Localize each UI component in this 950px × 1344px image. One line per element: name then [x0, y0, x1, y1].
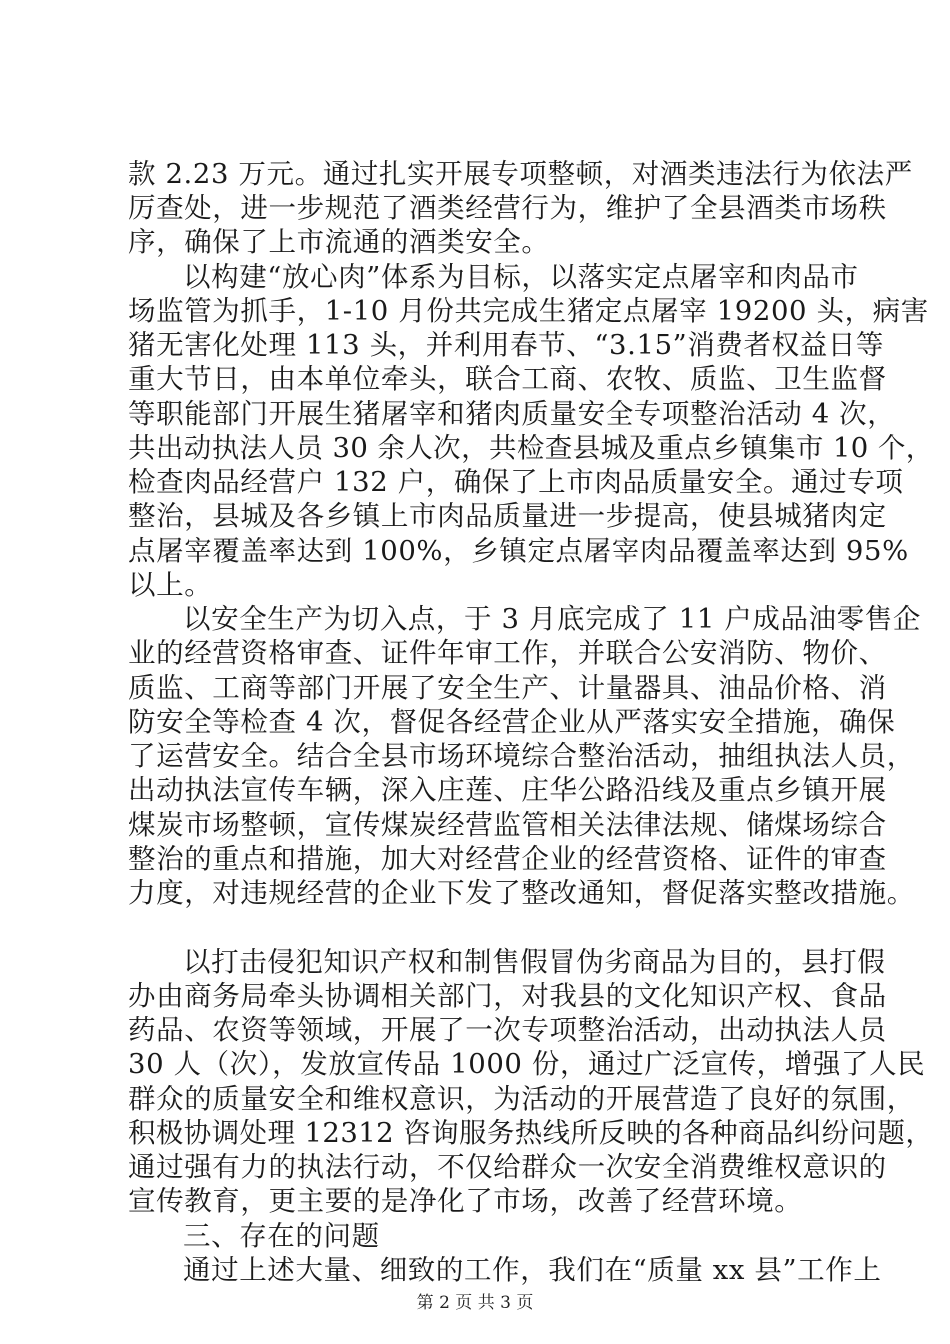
body-text-line: 整治的重点和措施，加大对经营企业的经营资格、证件的审查: [128, 843, 887, 875]
body-text-line: 业的经营资格审查、证件年审工作，并联合公安消防、物价、: [128, 637, 887, 669]
body-text-line: 重大节日，由本单位牵头，联合工商、农牧、质监、卫生监督: [128, 363, 887, 395]
body-text-line: 质监、工商等部门开展了安全生产、计量器具、油品价格、消: [128, 672, 887, 704]
body-text-line: 宣传教育，更主要的是净化了市场，改善了经营环境。: [128, 1185, 803, 1217]
body-text-line: 猪无害化处理 113 头，并利用春节、“3.15”消费者权益日等: [128, 329, 885, 361]
body-text-line: 药品、农资等领域，开展了一次专项整治活动，出动执法人员: [128, 1014, 887, 1046]
paragraph-start-line: 以构建“放心肉”体系为目标，以落实定点屠宰和肉品市: [183, 261, 859, 293]
body-text-line: 了运营安全。结合全县市场环境综合整治活动，抽组执法人员，: [128, 740, 915, 772]
body-text-line: 30 人（次），发放宣传品 1000 份，通过广泛宣传，增强了人民: [128, 1048, 926, 1080]
body-text-line: 共出动执法人员 30 余人次，共检查县城及重点乡镇集市 10 个，: [128, 432, 934, 464]
body-text-line: 以上。: [128, 569, 213, 601]
body-text-line: 点屠宰覆盖率达到 100%，乡镇定点屠宰肉品覆盖率达到 95%: [128, 535, 909, 567]
body-text-line: 通过强有力的执法行动，不仅给群众一次安全消费维权意识的: [128, 1151, 887, 1183]
body-text-line: 检查肉品经营户 132 户，确保了上市肉品质量安全。通过专项: [128, 466, 904, 498]
section-heading: 三、存在的问题: [183, 1220, 380, 1252]
body-text-line: 厉查处，进一步规范了酒类经营行为，维护了全县酒类市场秩: [128, 192, 887, 224]
paragraph-start-line: 通过上述大量、细致的工作，我们在“质量 xx 县”工作上: [183, 1254, 882, 1286]
body-text-line: 群众的质量安全和维权意识，为活动的开展营造了良好的氛围，: [128, 1083, 915, 1115]
body-text-line: 煤炭市场整顿，宣传煤炭经营监管相关法律法规、储煤场综合: [128, 809, 887, 841]
page-footer: 第 2 页 共 3 页: [416, 1293, 534, 1313]
body-text-line: 办由商务局牵头协调相关部门，对我县的文化知识产权、食品: [128, 980, 887, 1012]
body-text-line: 序，确保了上市流通的酒类安全。: [128, 226, 550, 258]
body-text-line: 等职能部门开展生猪屠宰和猪肉质量安全专项整治活动 4 次，: [128, 398, 896, 430]
body-text-line: 整治，县城及各乡镇上市肉品质量进一步提高，使县城猪肉定: [128, 500, 887, 532]
body-text-line: 积极协调处理 12312 咨询服务热线所反映的各种商品纠纷问题，: [128, 1117, 934, 1149]
body-text-line: 出动执法宣传车辆，深入庄莲、庄华公路沿线及重点乡镇开展: [128, 774, 887, 806]
body-text-line: 场监管为抓手，1-10 月份共完成生猪定点屠宰 19200 头，病害: [128, 295, 929, 327]
body-text-line: 力度，对违规经营的企业下发了整改通知，督促落实整改措施。: [128, 877, 915, 909]
paragraph-start-line: 以安全生产为切入点，于 3 月底完成了 11 户成品油零售企: [183, 603, 921, 635]
body-text-line: 防安全等检查 4 次，督促各经营企业从严落实安全措施，确保: [128, 706, 896, 738]
paragraph-start-line: 以打击侵犯知识产权和制售假冒伪劣商品为目的，县打假: [183, 946, 886, 978]
body-text-line: 款 2.23 万元。通过扎实开展专项整顿，对酒类违法行为依法严: [128, 158, 913, 190]
